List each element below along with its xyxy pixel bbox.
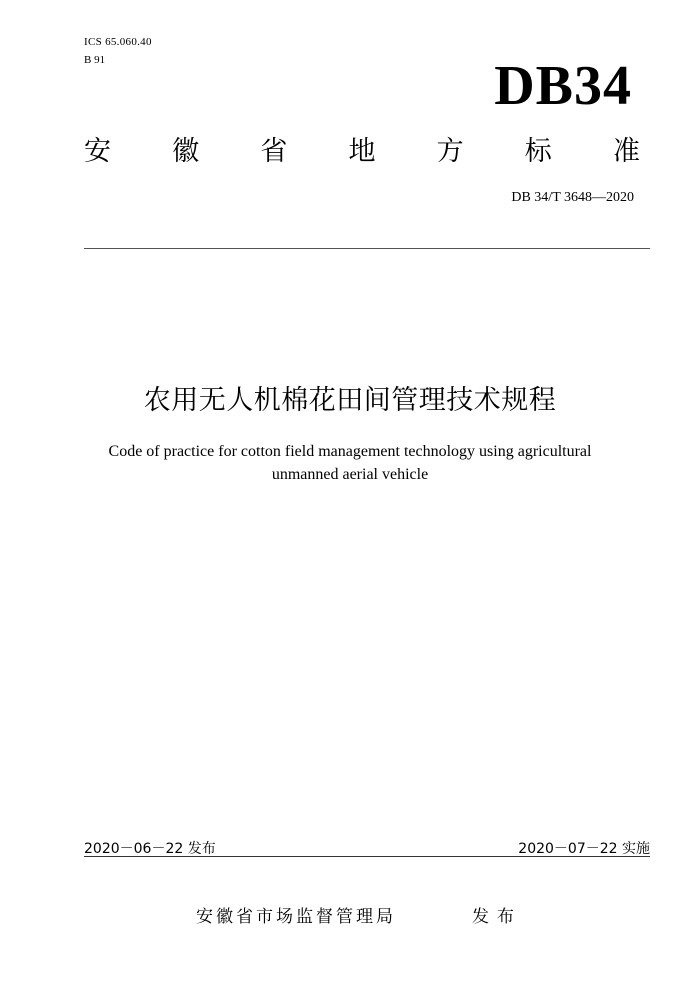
english-title-line: unmanned aerial vehicle (271, 466, 429, 483)
english-title-line: Code of practice for cotton field management technology using agricultural (108, 443, 592, 460)
standard-logo: DB34 (494, 55, 632, 117)
ics-code: ICS 65.060.40 (84, 36, 152, 48)
classification-code: B 91 (84, 54, 106, 66)
implementation-date: 2020－07－22 实施 (518, 841, 650, 857)
standard-type-char: 徽 (172, 136, 200, 167)
standard-type-char: 地 (348, 136, 376, 167)
standard-type-char: 省 (260, 136, 288, 167)
document-title-english (60, 440, 640, 486)
issuing-authority: 安徽省市场监督管理局 (196, 907, 396, 927)
standard-type-char: 准 (612, 136, 640, 167)
standard-type-heading (84, 138, 640, 165)
footer-divider (84, 856, 650, 857)
standard-type-char: 方 (436, 136, 464, 167)
header-divider (84, 248, 650, 249)
issue-date: 2020－06－22 发布 (84, 841, 216, 857)
document-title-chinese: 农用无人机棉花田间管理技术规程 (143, 385, 557, 416)
standard-type-char: 标 (524, 136, 552, 167)
standard-type-char: 安 (84, 136, 111, 167)
issue-action: 发布 (472, 907, 522, 927)
standard-number: DB 34/T 3648—2020 (511, 190, 634, 205)
